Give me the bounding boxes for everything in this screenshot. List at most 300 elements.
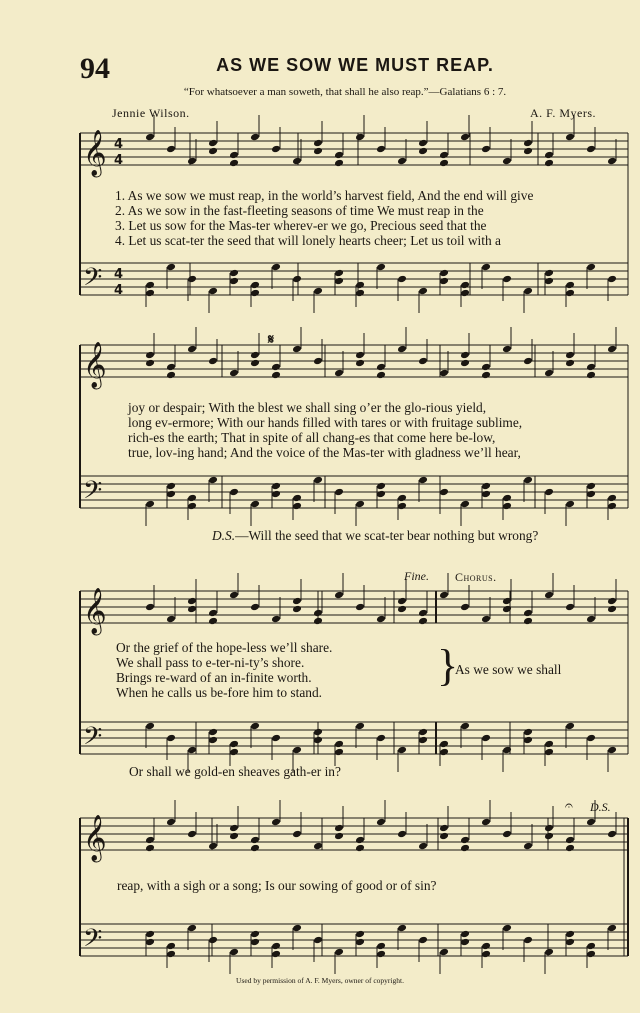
verse-4-line: When he calls us be-fore him to stand. <box>116 685 323 700</box>
note-head <box>460 281 470 290</box>
system1-bass-staff <box>80 263 628 295</box>
note-head <box>250 938 260 947</box>
system1-lyrics <box>115 188 533 248</box>
note-head <box>355 603 365 612</box>
note-head <box>481 482 491 491</box>
note-head <box>565 289 575 298</box>
note-head <box>523 139 533 148</box>
note-head <box>145 133 155 142</box>
ds-mark: D.S. <box>590 800 611 814</box>
note-head <box>376 363 386 372</box>
system3-lyrics <box>116 640 332 700</box>
note-head <box>334 591 344 600</box>
note-head <box>166 363 176 372</box>
note-head <box>565 500 575 509</box>
note-head <box>292 502 302 511</box>
note-head <box>145 281 155 290</box>
svg-text:4: 4 <box>114 267 124 282</box>
svg-text:4: 4 <box>114 283 124 298</box>
note-head <box>397 830 407 839</box>
note-head <box>544 277 554 286</box>
note-head <box>418 476 428 485</box>
svg-text:𝄢: 𝄢 <box>83 476 103 511</box>
note-head <box>460 289 470 298</box>
note-head <box>166 942 176 951</box>
note-head <box>397 746 407 755</box>
note-head <box>208 147 218 156</box>
note-head <box>313 736 323 745</box>
note-head <box>418 287 428 296</box>
note-head <box>250 351 260 360</box>
system2-lyrics <box>128 400 522 460</box>
hymn-title: AS WE SOW WE MUST REAP. <box>216 55 494 75</box>
note-head <box>271 363 281 372</box>
note-head <box>229 277 239 286</box>
note-head <box>418 936 428 945</box>
note-head <box>481 145 491 154</box>
lyricist-credit: Jennie Wilson. <box>112 106 190 120</box>
note-head <box>208 842 218 851</box>
verse-4-line: 4. Let us scat-ter the seed that will lonely hearts cheer; Let us toil with a <box>115 233 501 248</box>
note-head <box>565 844 575 853</box>
note-head <box>565 281 575 290</box>
note-head <box>250 289 260 298</box>
note-head <box>145 938 155 947</box>
note-head <box>418 147 428 156</box>
note-head <box>208 609 218 618</box>
note-head <box>166 818 176 827</box>
note-head <box>586 363 596 372</box>
note-head <box>586 942 596 951</box>
note-head <box>586 263 596 272</box>
note-head <box>439 159 449 168</box>
note-head <box>397 494 407 503</box>
copyright-notice: Used by permission of A. F. Myers, owner of copyright. <box>236 976 404 985</box>
note-head <box>334 369 344 378</box>
note-head <box>397 345 407 354</box>
note-head <box>439 277 449 286</box>
note-head <box>460 359 470 368</box>
note-head <box>397 502 407 511</box>
note-head <box>439 832 449 841</box>
note-head <box>250 836 260 845</box>
note-head <box>187 746 197 755</box>
note-head <box>544 591 554 600</box>
note-head <box>145 359 155 368</box>
note-head <box>586 734 596 743</box>
note-head <box>292 345 302 354</box>
note-head <box>439 740 449 749</box>
note-head <box>439 591 449 600</box>
note-head <box>271 818 281 827</box>
note-head <box>250 500 260 509</box>
note-head <box>187 924 197 933</box>
note-head <box>460 836 470 845</box>
note-head <box>439 748 449 757</box>
note-head <box>166 145 176 154</box>
svg-text:4: 4 <box>114 153 124 168</box>
note-head <box>292 597 302 606</box>
note-head <box>145 844 155 853</box>
note-head <box>544 740 554 749</box>
scripture-epigraph: “For whatsoever a man soweth, that shall he also reap.”—Galatians 6 : 7. <box>183 86 507 98</box>
note-head <box>439 948 449 957</box>
svg-text:𝄞: 𝄞 <box>83 342 107 388</box>
note-head <box>229 948 239 957</box>
note-head <box>250 359 260 368</box>
note-head <box>565 603 575 612</box>
note-head <box>292 157 302 166</box>
note-head <box>523 936 533 945</box>
note-head <box>565 938 575 947</box>
note-head <box>334 740 344 749</box>
note-head <box>544 269 554 278</box>
svg-text:4: 4 <box>114 137 124 152</box>
note-head <box>502 502 512 511</box>
note-head <box>418 728 428 737</box>
bass-clef-icon: 𝄢 <box>83 263 103 298</box>
note-head <box>166 482 176 491</box>
note-head <box>145 351 155 360</box>
note-head <box>460 133 470 142</box>
note-head <box>229 369 239 378</box>
note-head <box>481 371 491 380</box>
note-head <box>523 476 533 485</box>
note-head <box>607 605 617 614</box>
note-head <box>418 139 428 148</box>
note-head <box>271 942 281 951</box>
treble-clef-icon: 𝄞 <box>83 130 107 176</box>
note-head <box>292 605 302 614</box>
note-head <box>208 728 218 737</box>
note-head <box>271 482 281 491</box>
verse-1-line: joy or despair; With the blest we shall sing o’er the glo-rious yield, <box>128 400 487 415</box>
verse-4-line: true, lov-ing hand; And the voice of the Mas-ter with gladness we’ll hear, <box>128 445 521 460</box>
note-head <box>355 133 365 142</box>
note-head <box>229 269 239 278</box>
note-head <box>565 930 575 939</box>
note-head <box>145 500 155 509</box>
note-head <box>250 281 260 290</box>
note-head <box>544 159 554 168</box>
note-head <box>481 942 491 951</box>
note-head <box>418 609 428 618</box>
svg-text:𝄞: 𝄞 <box>83 588 107 634</box>
note-head <box>313 147 323 156</box>
note-head <box>376 263 386 272</box>
note-head <box>502 275 512 284</box>
note-head <box>481 615 491 624</box>
composer-credit: A. F. Myers. <box>529 106 596 120</box>
note-head <box>187 494 197 503</box>
note-head <box>208 287 218 296</box>
note-head <box>523 728 533 737</box>
note-head <box>502 157 512 166</box>
note-head <box>544 824 554 833</box>
note-head <box>418 736 428 745</box>
note-head <box>292 830 302 839</box>
note-head <box>607 275 617 284</box>
note-head <box>607 746 617 755</box>
note-head <box>460 844 470 853</box>
note-head <box>313 617 323 626</box>
svg-text:𝄞: 𝄞 <box>83 815 107 861</box>
note-head <box>481 950 491 959</box>
verse-2-line: 2. As we sow in the fast-fleeting seasons of time We must reap in the <box>115 203 484 218</box>
note-head <box>208 617 218 626</box>
note-head <box>208 476 218 485</box>
note-head <box>586 482 596 491</box>
verse-3-line: rich-es the earth; That in spite of all chang-es that come here be-low, <box>128 430 496 445</box>
note-head <box>355 930 365 939</box>
note-head <box>355 722 365 731</box>
note-head <box>376 942 386 951</box>
note-head <box>523 609 533 618</box>
system3-below-lyric: Or shall we gold-en sheaves gath-er in? <box>129 764 341 779</box>
note-head <box>334 269 344 278</box>
note-head <box>439 269 449 278</box>
note-head <box>271 950 281 959</box>
note-head <box>250 930 260 939</box>
note-head <box>355 351 365 360</box>
note-head <box>250 844 260 853</box>
note-head <box>334 824 344 833</box>
note-head <box>313 476 323 485</box>
note-head <box>565 836 575 845</box>
note-head <box>355 289 365 298</box>
verse-2-line: long ev-ermore; With our hands filled with tares or with fruitage sublime, <box>128 415 523 430</box>
note-head <box>208 736 218 745</box>
svg-text:𝄢: 𝄢 <box>83 924 103 959</box>
note-head <box>166 950 176 959</box>
note-head <box>376 482 386 491</box>
note-head <box>565 722 575 731</box>
note-head <box>271 615 281 624</box>
note-head <box>166 734 176 743</box>
note-head <box>376 145 386 154</box>
note-head <box>523 617 533 626</box>
svg-text:𝄢: 𝄢 <box>83 722 103 757</box>
ds-label: D.S. <box>212 528 236 543</box>
note-head <box>313 139 323 148</box>
note-head <box>187 830 197 839</box>
system1-treble-staff <box>80 133 628 165</box>
note-head <box>229 832 239 841</box>
note-head <box>313 287 323 296</box>
note-head <box>460 351 470 360</box>
note-head <box>460 603 470 612</box>
note-head <box>502 345 512 354</box>
note-head <box>523 357 533 366</box>
note-head <box>376 734 386 743</box>
note-head <box>607 345 617 354</box>
note-head <box>586 371 596 380</box>
note-head <box>166 371 176 380</box>
note-head <box>376 371 386 380</box>
note-head <box>334 151 344 160</box>
note-head <box>334 159 344 168</box>
note-head <box>376 950 386 959</box>
note-head <box>187 597 197 606</box>
note-head <box>418 617 428 626</box>
note-head <box>271 490 281 499</box>
note-head <box>523 287 533 296</box>
note-head <box>376 490 386 499</box>
note-head <box>523 736 533 745</box>
note-head <box>586 145 596 154</box>
note-head <box>271 371 281 380</box>
verse-3-line: 3. Let us sow for the Mas-ter wherev-er we go, Precious seed that the <box>115 218 487 233</box>
note-head <box>544 488 554 497</box>
note-head <box>439 369 449 378</box>
note-head <box>460 722 470 731</box>
note-head <box>355 500 365 509</box>
note-head <box>376 615 386 624</box>
note-head <box>229 591 239 600</box>
note-head <box>292 924 302 933</box>
note-head <box>271 734 281 743</box>
note-head <box>586 490 596 499</box>
verse-3-line: Brings re-ward of an in-finite worth. <box>116 670 312 685</box>
note-head <box>313 609 323 618</box>
note-head <box>502 830 512 839</box>
note-head <box>355 359 365 368</box>
note-head <box>481 263 491 272</box>
verse-2-line: We shall pass to e-ter-ni-ty’s shore. <box>116 655 305 670</box>
note-head <box>313 936 323 945</box>
note-head <box>607 494 617 503</box>
note-head <box>481 490 491 499</box>
note-head <box>334 748 344 757</box>
note-head <box>292 746 302 755</box>
note-head <box>145 722 155 731</box>
note-head <box>292 275 302 284</box>
note-head <box>145 836 155 845</box>
note-head <box>145 603 155 612</box>
note-head <box>250 133 260 142</box>
note-head <box>586 818 596 827</box>
note-head <box>208 357 218 366</box>
note-head <box>208 936 218 945</box>
chorus-lyric: As we sow we shall <box>455 662 562 677</box>
note-head <box>544 151 554 160</box>
note-head <box>607 597 617 606</box>
note-head <box>229 159 239 168</box>
note-head <box>313 357 323 366</box>
note-head <box>439 151 449 160</box>
note-head <box>439 488 449 497</box>
note-head <box>187 157 197 166</box>
page-number: 94 <box>80 52 110 85</box>
note-head <box>334 832 344 841</box>
note-head <box>418 357 428 366</box>
note-head <box>166 615 176 624</box>
note-head <box>565 133 575 142</box>
system4-lyric: reap, with a sigh or a song; Is our sowing of good or of sin? <box>117 878 437 893</box>
note-head <box>544 948 554 957</box>
note-head <box>607 157 617 166</box>
note-head <box>607 924 617 933</box>
note-head <box>607 502 617 511</box>
note-head <box>460 938 470 947</box>
note-head <box>229 740 239 749</box>
note-head <box>166 263 176 272</box>
note-head <box>586 950 596 959</box>
note-head <box>460 500 470 509</box>
note-head <box>229 488 239 497</box>
chorus-label: Chorus. <box>455 570 497 584</box>
note-head <box>397 924 407 933</box>
note-head <box>292 494 302 503</box>
note-head <box>250 722 260 731</box>
note-head <box>607 830 617 839</box>
note-head <box>229 824 239 833</box>
note-head <box>355 938 365 947</box>
ds-line <box>212 528 538 544</box>
note-head <box>439 824 449 833</box>
note-head <box>481 818 491 827</box>
note-head <box>376 818 386 827</box>
note-head <box>187 502 197 511</box>
note-head <box>544 748 554 757</box>
note-head <box>355 844 365 853</box>
fine-label: Fine. <box>404 569 429 583</box>
note-head <box>502 924 512 933</box>
note-head <box>502 494 512 503</box>
note-head <box>397 597 407 606</box>
note-head <box>397 605 407 614</box>
note-head <box>334 948 344 957</box>
verse-1-line: 1. As we sow we must reap, in the world’s harvest field, And the end will give <box>115 188 534 203</box>
segno-icon: 𝄋 <box>268 332 275 348</box>
note-head <box>166 490 176 499</box>
note-head <box>565 351 575 360</box>
note-head <box>229 151 239 160</box>
note-head <box>544 369 554 378</box>
note-head <box>208 139 218 148</box>
note-head <box>397 275 407 284</box>
note-head <box>523 842 533 851</box>
note-head <box>586 615 596 624</box>
note-head <box>313 728 323 737</box>
note-head <box>397 157 407 166</box>
note-head <box>481 363 491 372</box>
note-head <box>187 605 197 614</box>
note-head <box>187 275 197 284</box>
brace-icon: } <box>437 641 459 690</box>
fermata-icon: 𝄐 <box>565 798 573 814</box>
ds-lyric: —Will the seed that we scat-ter bear nothing but wrong? <box>235 528 539 543</box>
note-head <box>250 603 260 612</box>
note-head <box>544 832 554 841</box>
note-head <box>271 263 281 272</box>
note-head <box>187 345 197 354</box>
note-head <box>355 281 365 290</box>
note-head <box>145 289 155 298</box>
note-head <box>481 734 491 743</box>
note-head <box>460 930 470 939</box>
note-head <box>355 836 365 845</box>
note-head <box>334 488 344 497</box>
note-head <box>271 145 281 154</box>
note-head <box>229 748 239 757</box>
note-head <box>313 842 323 851</box>
note-head <box>523 147 533 156</box>
note-head <box>145 930 155 939</box>
note-head <box>418 842 428 851</box>
note-head <box>565 359 575 368</box>
verse-1-line: Or the grief of the hope-less we’ll share. <box>116 640 333 655</box>
